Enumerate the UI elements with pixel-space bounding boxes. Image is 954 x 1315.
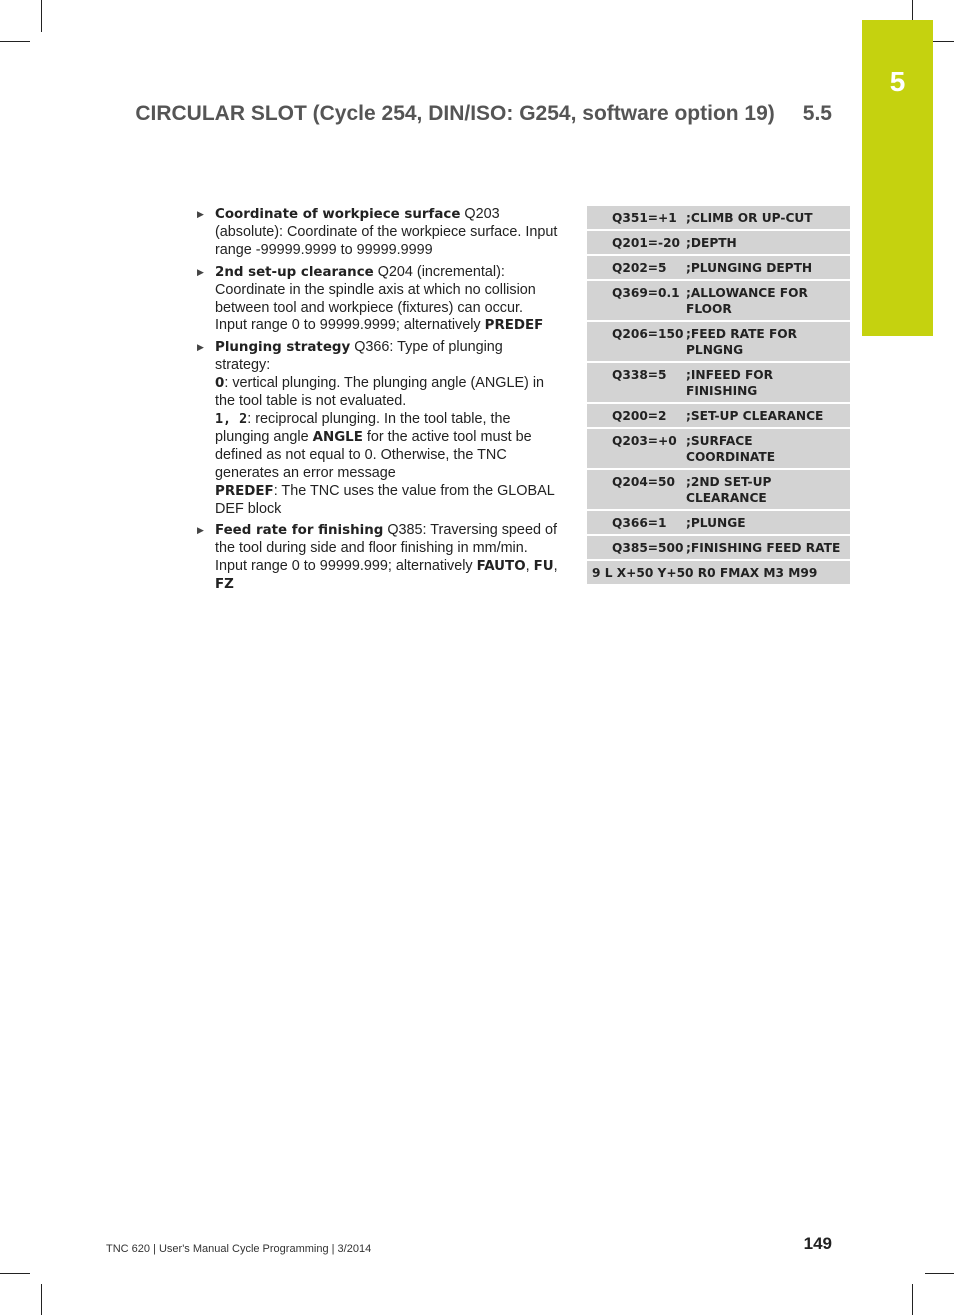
- option-text: for the active tool must be defined as not equal to 0. Otherwise, the TNC generates an error message: [215, 428, 532, 481]
- code-row: [587, 536, 850, 561]
- param-text: Q204 (incremental): Coordinate in the spindle axis at which no collision between tool and workpiece (fixtures) can occur. Input range 0 to 99999.9999; alternatively: [215, 263, 536, 334]
- option-text: : vertical plunging. The plunging angle (ANGLE) in the tool table is not evaluated.: [215, 375, 545, 410]
- crop-mark: [41, 1284, 42, 1315]
- header-title: CIRCULAR SLOT (Cycle 254, DIN/ISO: G254, software option 19): [135, 102, 775, 125]
- list-item: [196, 206, 558, 260]
- code-comment: ;FINISHING FEED RATE: [686, 541, 841, 555]
- chapter-tab: [862, 20, 933, 336]
- option-key: PREDEF: [215, 483, 274, 499]
- parameter-list: [196, 206, 558, 598]
- code-param: Q351=+1: [612, 211, 677, 225]
- option-key: 0: [215, 376, 225, 392]
- code-comment: ;FEED RATE FOR PLNGNG: [686, 327, 798, 357]
- header-section: 5.5: [802, 102, 832, 125]
- bullet-arrow-icon: ▶: [197, 266, 204, 277]
- code-comment: ;ALLOWANCE FOR FLOOR: [686, 286, 808, 316]
- code-comment: ;SET-UP CLEARANCE: [686, 409, 824, 423]
- page-header: [100, 102, 832, 126]
- separator: ,: [553, 558, 558, 575]
- code-param: Q366=1: [612, 516, 667, 530]
- list-item: [196, 522, 558, 594]
- param-bold: FU: [533, 559, 554, 575]
- code-row: [587, 404, 850, 429]
- code-row: [587, 363, 850, 404]
- bullet-arrow-icon: ▶: [197, 342, 204, 353]
- code-row: [587, 429, 850, 470]
- option-text: : reciprocal plunging. In the tool table, the plunging angle: [215, 410, 511, 445]
- param-text: Q366: Type of plunging strategy:: [215, 339, 503, 374]
- bullet-arrow-icon: ▶: [197, 525, 204, 536]
- crop-mark: [0, 1273, 30, 1274]
- param-bold: PREDEF: [484, 318, 544, 334]
- code-comment: ;INFEED FOR FINISHING: [686, 368, 774, 398]
- list-item: [196, 339, 558, 518]
- code-param: Q201=-20: [612, 236, 681, 250]
- crop-mark: [925, 1273, 954, 1274]
- code-row: [587, 256, 850, 281]
- code-row: [587, 322, 850, 363]
- code-comment: ;CLIMB OR UP-CUT: [686, 211, 813, 225]
- code-param: Q369=0.1: [612, 286, 680, 300]
- option-key: 1, 2: [215, 411, 248, 427]
- param-name: Feed rate for finishing: [215, 523, 384, 539]
- code-comment: ;2ND SET-UP CLEARANCE: [686, 475, 772, 505]
- option-bold: ANGLE: [312, 429, 363, 445]
- code-row: [587, 281, 850, 322]
- code-comment: ;PLUNGING DEPTH: [686, 261, 813, 275]
- crop-mark: [912, 1284, 913, 1315]
- crop-mark: [0, 41, 30, 42]
- code-param: Q202=5: [612, 261, 667, 275]
- footer-text: TNC 620 | User's Manual Cycle Programming | 3/2014: [106, 1243, 372, 1255]
- param-bold: FAUTO: [476, 559, 526, 575]
- page-number: 149: [803, 1234, 832, 1253]
- separator: ,: [525, 558, 534, 575]
- code-comment: ;PLUNGE: [686, 516, 746, 530]
- code-comment: ;SURFACE COORDINATE: [686, 434, 776, 464]
- code-row: [587, 470, 850, 511]
- code-comment: ;DEPTH: [686, 236, 737, 250]
- code-param: Q385=500: [612, 541, 684, 555]
- bullet-arrow-icon: ▶: [197, 209, 204, 219]
- param-text: Q385: Traversing speed of the tool during side and floor finishing in mm/min. Input range 0 to 99999.999; alternatively: [215, 522, 557, 575]
- code-param: Q204=50: [612, 475, 675, 489]
- param-bold: FZ: [215, 577, 234, 593]
- code-param: Q203=+0: [612, 434, 677, 448]
- code-row: [587, 206, 850, 231]
- param-name: Coordinate of workpiece surface: [215, 207, 461, 222]
- chapter-number: 5: [889, 66, 906, 97]
- code-row-block: 9 L X+50 Y+50 R0 FMAX M3 M99: [587, 561, 850, 586]
- param-text: Q203 (absolute): Coordinate of the workpiece surface. Input range -99999.9999 to 99999.9999: [215, 206, 558, 258]
- list-item: [196, 264, 558, 336]
- code-row: [587, 231, 850, 256]
- param-name: 2nd set-up clearance: [215, 264, 374, 280]
- crop-mark: [912, 0, 913, 20]
- code-param: Q338=5: [612, 368, 667, 382]
- option-text: : The TNC uses the value from the GLOBAL DEF block: [215, 482, 555, 517]
- crop-mark: [41, 0, 42, 32]
- code-row: [587, 511, 850, 536]
- code-param: Q206=150: [612, 327, 684, 341]
- code-listing: [587, 206, 850, 586]
- param-name: Plunging strategy: [215, 340, 351, 356]
- code-param: Q200=2: [612, 409, 667, 423]
